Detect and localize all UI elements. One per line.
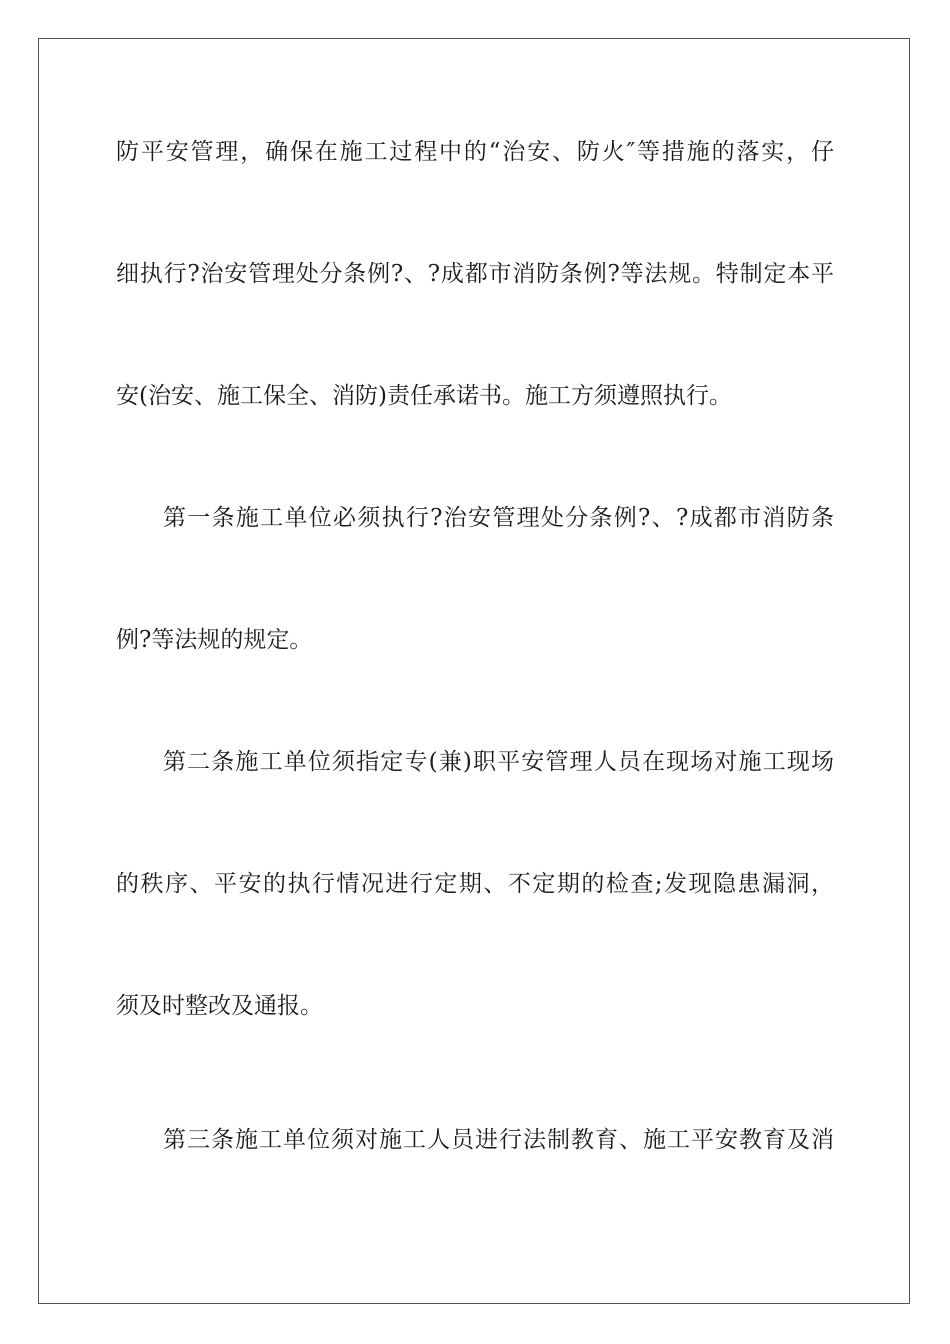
page-border	[38, 38, 910, 1304]
paragraph-line: 安(治安、施工保全、消防)责任承诺书。施工方须遵照执行。	[116, 383, 732, 409]
paragraph-line: 细执行?治安管理处分条例?、?成都市消防条例?等法规。特制定本平	[116, 261, 834, 287]
paragraph-line: 第一条施工单位必须执行?治安管理处分条例?、?成都市消防条	[163, 505, 834, 531]
paragraph-line: 须及时整改及通报。	[116, 993, 323, 1019]
paragraph-line: 第三条施工单位须对施工人员进行法制教育、施工平安教育及消	[163, 1127, 834, 1153]
paragraph-line: 例?等法规的规定。	[116, 627, 313, 653]
paragraph-line: 第二条施工单位须指定专(兼)职平安管理人员在现场对施工现场	[163, 749, 834, 775]
paragraph-line: 防平安管理，确保在施工过程中的“治安、防火″等措施的落实，仔	[116, 139, 834, 165]
paragraph-line: 的秩序、平安的执行情况进行定期、不定期的检查;发现隐患漏洞，	[116, 871, 834, 897]
